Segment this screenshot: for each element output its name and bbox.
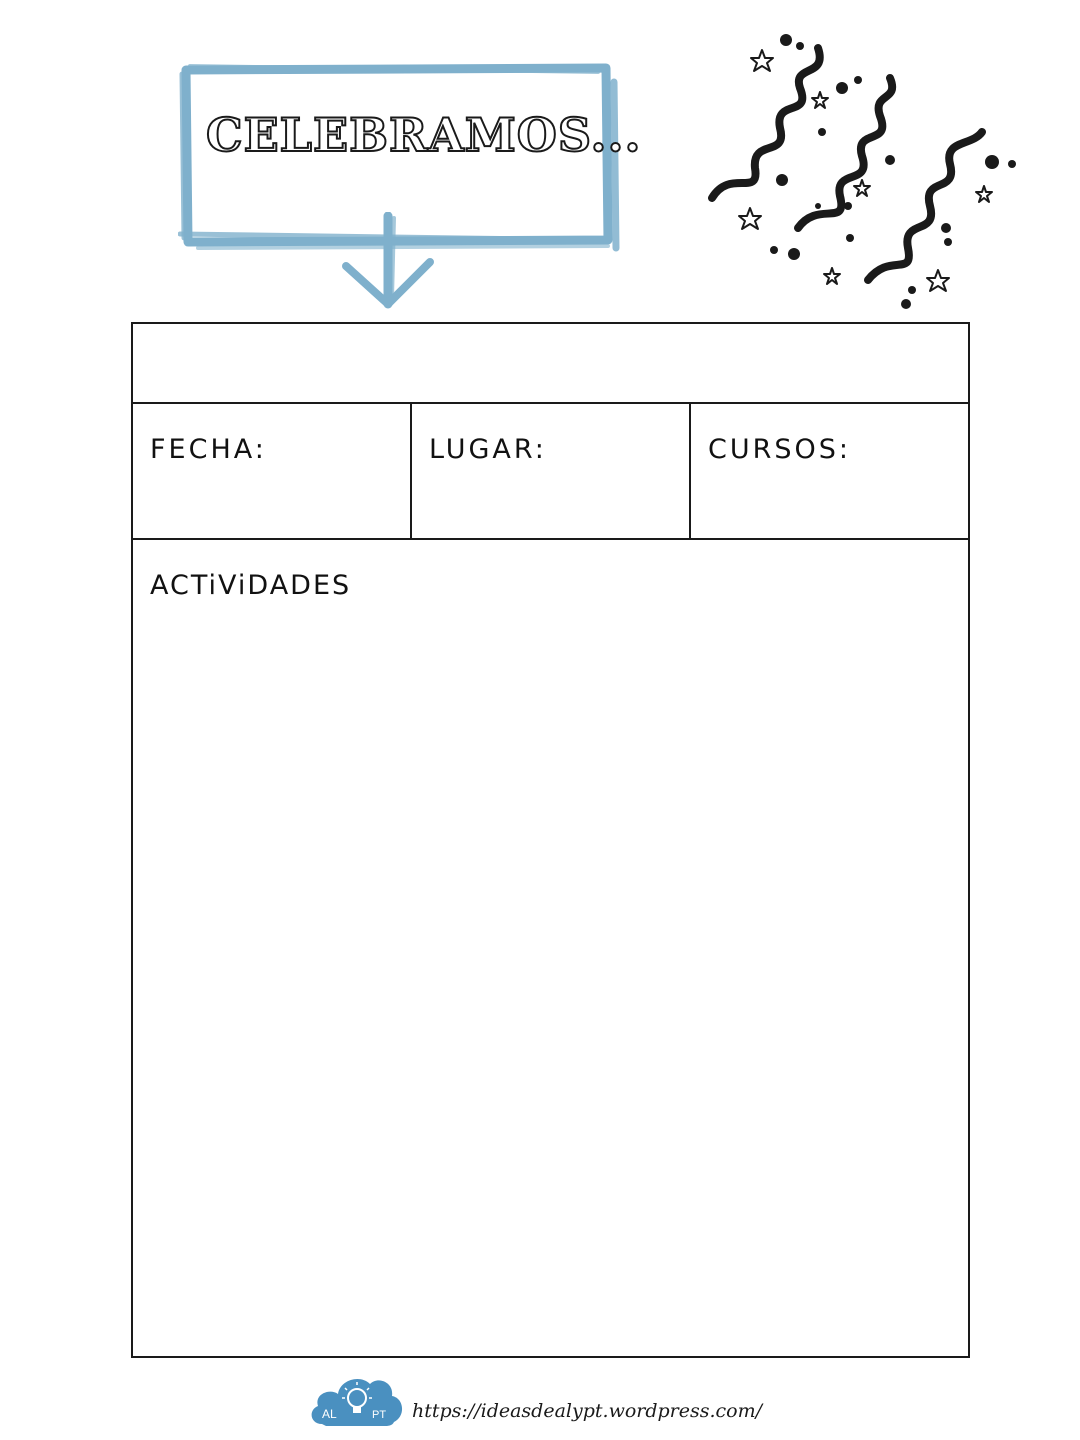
logo-text-left: AL [322, 1407, 337, 1421]
place-field[interactable] [410, 404, 689, 538]
event-name-field[interactable] [133, 324, 968, 404]
lightbulb-cloud-logo [308, 1370, 406, 1430]
activities-label: ACTiViDADES [150, 570, 352, 601]
logo-text-right: PT [372, 1409, 387, 1421]
courses-label: CURSOS: [708, 434, 852, 465]
website-link[interactable]: https://ideasdealypt.wordpress.com/ [412, 1400, 763, 1422]
event-form [131, 322, 970, 1358]
courses-field[interactable] [689, 404, 968, 538]
footer [308, 1370, 768, 1430]
confetti-icon [700, 28, 1030, 318]
activities-field[interactable] [133, 540, 968, 1356]
page-title: CELEBRAMOS... [206, 108, 642, 162]
arrow-down-icon [338, 212, 438, 314]
place-label: LUGAR: [429, 434, 547, 465]
date-label: FECHA: [150, 434, 267, 465]
details-row [133, 404, 968, 540]
date-field[interactable] [133, 404, 410, 538]
